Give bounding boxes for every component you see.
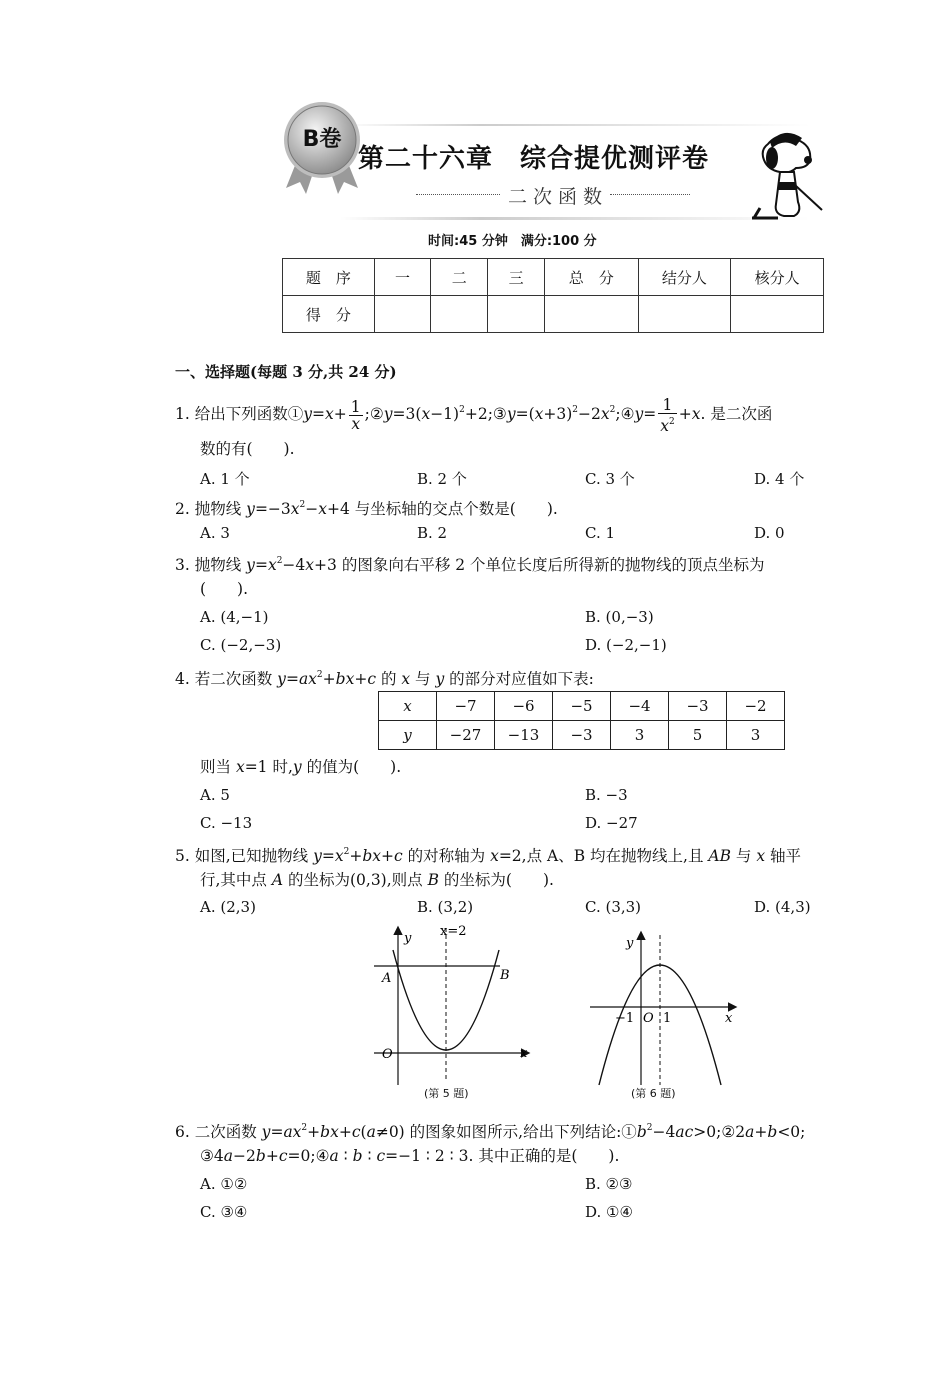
question-5: 5. 如图,已知抛物线 $y=x^2+bx+c$ 的对称轴为 x=2,点 A、B 均在抛物线上,且 AB 与 x 轴平 [175, 847, 802, 865]
score-table-cell: 结分人 [638, 259, 731, 296]
q4-value-table [378, 691, 785, 750]
question-number: 1. [175, 405, 190, 423]
symmetry-label: x=2 [440, 924, 467, 939]
origin-label: O [382, 1047, 393, 1062]
q4-option-b[interactable]: B. −3 [585, 786, 628, 804]
q2-option-c[interactable]: C. 1 [585, 524, 616, 542]
q3-option-b[interactable]: B. (0,−3) [585, 608, 654, 626]
q2-option-a[interactable]: A. 3 [200, 524, 230, 542]
score-cell[interactable] [431, 296, 488, 333]
q5-option-c[interactable]: C. (3,3) [585, 898, 642, 916]
subtitle-rule-left [416, 194, 500, 195]
q1-option-b[interactable]: B. 2 个 [417, 470, 467, 488]
question-4: 4. 若二次函数 $y=ax^2+bx+c$ 的 x 与 y 的部分对应值如下表: [175, 670, 594, 688]
question-6-line2: ③4a−2b+c=0;④a ∶ b ∶ c=−1 ∶ 2 ∶ 3. 其中正确的是( ). [200, 1147, 620, 1165]
table-cell: 3 [611, 721, 669, 750]
snoopy-mascot-icon [752, 133, 822, 218]
figure-5-caption: (第 5 题) [424, 1087, 469, 1100]
question-3-line2: ( ). [200, 580, 249, 598]
x-axis-label: x [725, 1011, 733, 1026]
subtitle-rule-right [610, 194, 690, 195]
q1-option-d[interactable]: D. 4 个 [754, 470, 805, 488]
q4-option-d[interactable]: D. −27 [585, 814, 638, 832]
question-1: 1. 给出下列函数①y=x+ $\frac{1}{x}$ $;②y=3(x-1)^2+2;③y=(x+3)^2-2x^2;④y=$ $\frac{1}{x^2}$ +x. 是二次函 [175, 395, 773, 435]
table-cell: −4 [611, 692, 669, 721]
q6-option-b[interactable]: B. ②③ [585, 1175, 633, 1193]
table-cell: 3 [727, 721, 785, 750]
q2-option-d[interactable]: D. 0 [754, 524, 785, 542]
badge-label: B卷 [302, 127, 342, 152]
y-axis-label: y [626, 936, 634, 951]
point-a-label: A [382, 971, 392, 986]
tick-label-1: 1 [663, 1011, 672, 1026]
figure-5-parabola [360, 920, 540, 1110]
question-3: 3. 抛物线 $y=x^2-4x+3$ 的图象向右平移 2 个单位长度后所得新的抛物线的顶点坐标为 [175, 556, 765, 574]
score-table-cell: 一 [374, 259, 431, 296]
tick-label-neg-1: −1 [615, 1011, 635, 1026]
score-cell[interactable] [374, 296, 431, 333]
table-cell: −13 [495, 721, 553, 750]
score-cell[interactable] [638, 296, 731, 333]
q2-option-b[interactable]: B. 2 [417, 524, 448, 542]
x-axis-label: x [520, 1046, 528, 1061]
score-cell[interactable] [544, 296, 638, 333]
origin-label: O [643, 1011, 654, 1026]
table-cell: −6 [495, 692, 553, 721]
score-table-cell: 总 分 [544, 259, 638, 296]
q6-option-a[interactable]: A. ①② [200, 1175, 248, 1193]
score-table-header-row [283, 259, 824, 296]
question-6: 6. 二次函数 $y=ax^2+bx+c(a\ne 0)$ 的图象如图所示,给出下列结论$:①b^2-4ac>0;②2a+b<0$; [175, 1123, 806, 1141]
section-title: 一、选择题(每题 3 分,共 24 分) [175, 363, 397, 381]
question-5-line2: 行,其中点 A 的坐标为(0,3),则点 B 的坐标为( ). [200, 871, 554, 889]
q3-option-a[interactable]: A. (4,−1) [200, 608, 269, 626]
q3-option-d[interactable]: D. (−2,−1) [585, 636, 667, 654]
q5-option-b[interactable]: B. (3,2) [417, 898, 474, 916]
score-row-label: 得 分 [283, 296, 375, 333]
table-header-cell: y [379, 721, 437, 750]
table-cell: 5 [669, 721, 727, 750]
score-cell[interactable] [731, 296, 824, 333]
q5-option-a[interactable]: A. (2,3) [200, 898, 256, 916]
score-table-cell: 题 序 [283, 259, 375, 296]
score-table [282, 258, 824, 333]
figure-6-parabola [585, 925, 745, 1095]
table-cell: −3 [669, 692, 727, 721]
score-table-score-row [283, 296, 824, 333]
time-info: 时间:45 分钟 满分:100 分 [428, 234, 597, 249]
score-table-cell: 三 [488, 259, 545, 296]
score-table-cell: 二 [431, 259, 488, 296]
table-cell: −27 [437, 721, 495, 750]
figure-6-caption: (第 6 题) [631, 1087, 676, 1100]
q1-option-a[interactable]: A. 1 个 [200, 470, 250, 488]
question-1-line2: 数的有( ). [200, 440, 295, 458]
point-b-label: B [500, 968, 510, 983]
q1-option-c[interactable]: C. 3 个 [585, 470, 635, 488]
score-table-cell: 核分人 [731, 259, 824, 296]
table-header-cell: x [379, 692, 437, 721]
table-cell: −2 [727, 692, 785, 721]
q4-option-a[interactable]: A. 5 [200, 786, 230, 804]
question-2: 2. 抛物线 $y=-3x^2-x+4$ 与坐标轴的交点个数是( ). [175, 500, 558, 518]
q4-option-c[interactable]: C. −13 [200, 814, 253, 832]
table-row [379, 721, 785, 750]
y-axis-label: y [404, 931, 412, 946]
score-cell[interactable] [488, 296, 545, 333]
q5-option-d[interactable]: D. (4,3) [754, 898, 811, 916]
question-4-line2: 则当 x=1 时,y 的值为( ). [200, 758, 402, 776]
table-row [379, 692, 785, 721]
subtitle: 二 次 函 数 [507, 186, 603, 208]
q3-option-c[interactable]: C. (−2,−3) [200, 636, 282, 654]
table-cell: −3 [553, 721, 611, 750]
page-title: 第二十六章 综合提优测评卷 [358, 144, 710, 174]
table-cell: −7 [437, 692, 495, 721]
q6-option-c[interactable]: C. ③④ [200, 1203, 248, 1221]
q6-option-d[interactable]: D. ①④ [585, 1203, 633, 1221]
table-cell: −5 [553, 692, 611, 721]
